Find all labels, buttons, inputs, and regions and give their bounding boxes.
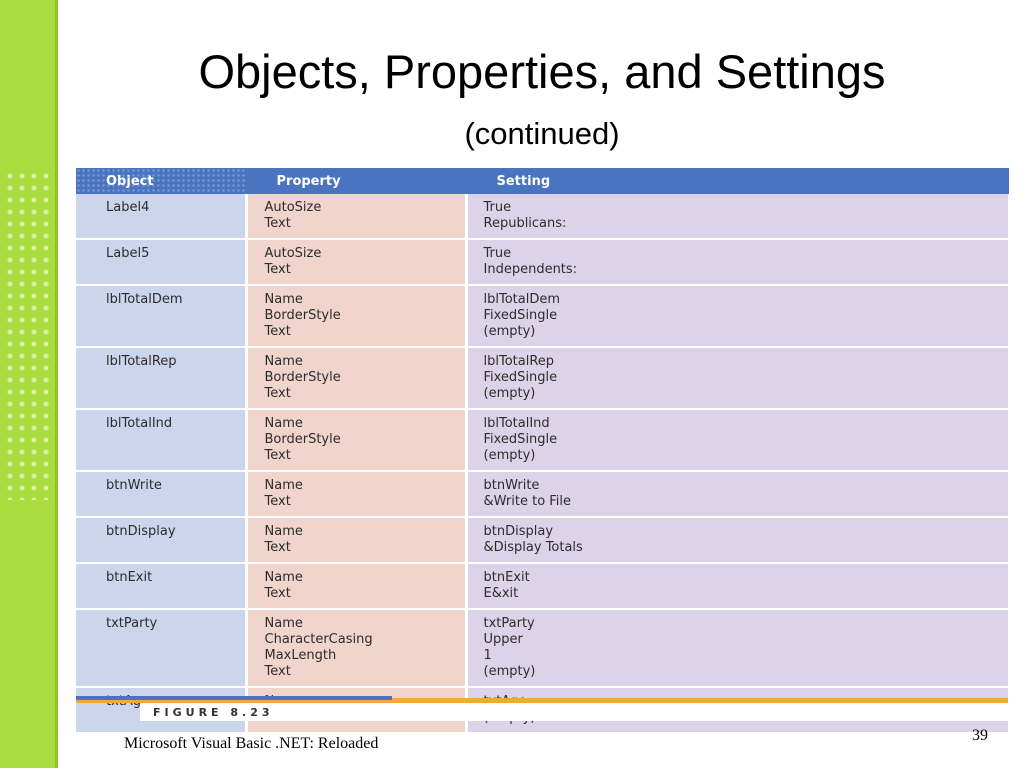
setting-value: 1: [483, 648, 492, 663]
object-cell: [76, 347, 246, 409]
object-name: Label4: [106, 200, 150, 215]
setting-value: (empty): [483, 386, 536, 401]
setting-value: (empty): [483, 664, 536, 679]
properties-figure: [76, 168, 1008, 734]
setting-value: True: [483, 200, 512, 215]
decorative-side-band: [0, 0, 58, 768]
figure-blue-bar: [76, 696, 392, 700]
setting-value: btnWrite: [483, 478, 540, 493]
property-cell: [246, 285, 466, 347]
setting-cell: [466, 409, 1008, 471]
property-name: Text: [264, 540, 291, 555]
properties-table: [76, 168, 1009, 734]
table-row: [76, 285, 1008, 347]
property-cell: [246, 517, 466, 563]
setting-cell: [466, 563, 1008, 609]
property-name: Name: [264, 570, 303, 585]
setting-value: lblTotalInd: [483, 416, 550, 431]
object-cell: [76, 409, 246, 471]
setting-value: btnExit: [483, 570, 530, 585]
dot-pattern: [4, 170, 56, 500]
side-band-edge: [55, 0, 58, 768]
setting-cell: [466, 471, 1008, 517]
object-name: lblTotalInd: [106, 416, 173, 431]
property-cell: [246, 409, 466, 471]
slide-subtitle: (continued): [464, 116, 620, 151]
object-cell: [76, 471, 246, 517]
property-name: Name: [264, 292, 303, 307]
property-name: BorderStyle: [264, 370, 341, 385]
table-row: [76, 471, 1008, 517]
setting-value: Republicans:: [483, 216, 567, 231]
property-name: Name: [264, 354, 303, 369]
setting-value: &Write to File: [483, 494, 572, 509]
property-name: Text: [264, 586, 291, 601]
property-cell: [246, 239, 466, 285]
object-cell: [76, 194, 246, 239]
property-name: AutoSize: [264, 246, 322, 261]
property-name: BorderStyle: [264, 308, 341, 323]
table-body: [76, 194, 1008, 733]
property-name: AutoSize: [264, 200, 322, 215]
header-property: Property: [246, 168, 466, 194]
property-name: Text: [264, 262, 291, 277]
setting-cell: [466, 609, 1008, 687]
property-name: BorderStyle: [264, 432, 341, 447]
property-cell: [246, 609, 466, 687]
property-name: MaxLength: [264, 648, 337, 663]
table-row: [76, 239, 1008, 285]
setting-value: &Display Totals: [483, 540, 583, 555]
property-cell: [246, 194, 466, 239]
object-cell: [76, 563, 246, 609]
property-name: Name: [264, 524, 303, 539]
footer-text: Microsoft Visual Basic .NET: Reloaded: [124, 735, 379, 752]
setting-value: E&xit: [483, 586, 519, 601]
property-name: Name: [264, 616, 303, 631]
page-number: 39: [972, 727, 988, 744]
table-header-row: [76, 168, 1008, 194]
table-row: [76, 517, 1008, 563]
setting-value: (empty): [483, 324, 536, 339]
table-row: [76, 609, 1008, 687]
figure-caption-box: [140, 703, 1008, 721]
property-name: Text: [264, 386, 291, 401]
figure-caption: FIGURE 8.23: [153, 706, 274, 719]
property-cell: [246, 563, 466, 609]
setting-value: Upper: [483, 632, 523, 647]
object-name: btnDisplay: [106, 524, 176, 539]
object-name: lblTotalRep: [106, 354, 177, 369]
table-row: [76, 563, 1008, 609]
object-cell: [76, 285, 246, 347]
setting-value: FixedSingle: [483, 432, 558, 447]
property-name: Text: [264, 324, 291, 339]
object-name: btnExit: [106, 570, 153, 585]
property-name: Name: [264, 478, 303, 493]
slide-title: Objects, Properties, and Settings: [198, 45, 886, 98]
table-row: [76, 409, 1008, 471]
property-name: Text: [264, 448, 291, 463]
setting-cell: [466, 194, 1008, 239]
object-name: lblTotalDem: [106, 292, 183, 307]
setting-value: lblTotalRep: [483, 354, 555, 369]
object-cell: [76, 517, 246, 563]
setting-value: True: [483, 246, 512, 261]
object-name: btnWrite: [106, 478, 162, 493]
setting-value: FixedSingle: [483, 370, 558, 385]
object-name: txtParty: [106, 616, 158, 631]
setting-value: Independents:: [483, 262, 578, 277]
setting-cell: [466, 347, 1008, 409]
property-name: Text: [264, 664, 291, 679]
header-object: Object: [76, 168, 246, 194]
property-name: Name: [264, 416, 303, 431]
setting-value: (empty): [483, 448, 536, 463]
setting-cell: [466, 239, 1008, 285]
setting-value: txtParty: [483, 616, 535, 631]
setting-cell: [466, 285, 1008, 347]
object-cell: [76, 609, 246, 687]
object-cell: [76, 239, 246, 285]
property-name: Text: [264, 494, 291, 509]
table-row: [76, 347, 1008, 409]
setting-value: lblTotalDem: [483, 292, 561, 307]
setting-value: FixedSingle: [483, 308, 558, 323]
setting-cell: [466, 517, 1008, 563]
property-cell: [246, 471, 466, 517]
property-cell: [246, 347, 466, 409]
setting-value: btnDisplay: [483, 524, 554, 539]
property-name: Text: [264, 216, 291, 231]
table-row: [76, 194, 1008, 239]
header-setting: Setting: [466, 168, 1008, 194]
property-name: CharacterCasing: [264, 632, 373, 647]
object-name: Label5: [106, 246, 150, 261]
